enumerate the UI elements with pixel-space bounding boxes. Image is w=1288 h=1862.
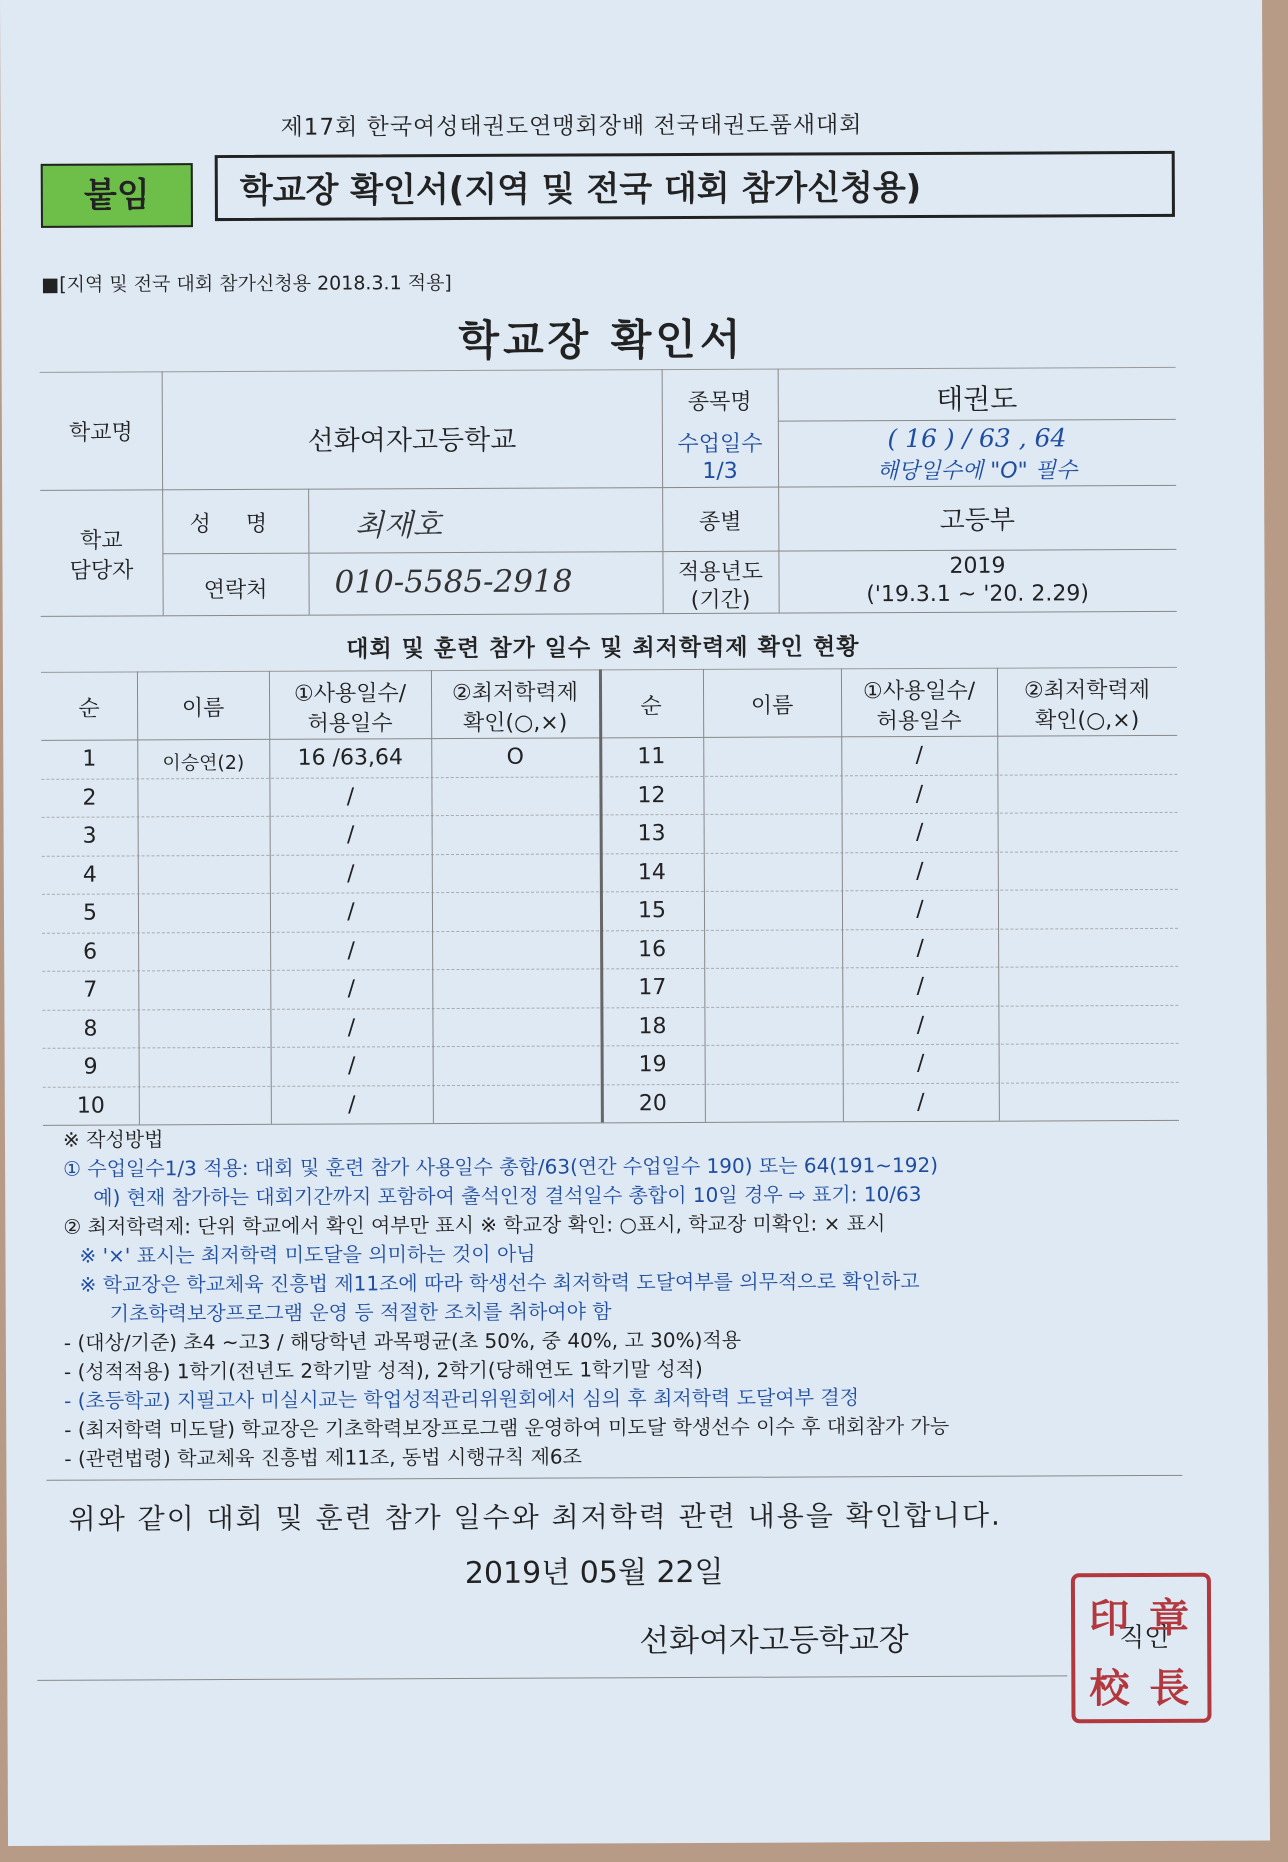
note-line: ※ 학교장은 학교체육 진흥법 제11조에 따라 학생선수 최저학력 도달여부를 의무적으로 확인하고 [79,1269,920,1297]
row-days: / [916,973,925,1000]
division-value: 고등부 [939,505,1016,536]
header-days-allowed: 허용일수 [307,711,393,737]
sport-label: 종목명 [687,389,752,416]
row-min-check [998,896,1178,897]
row-no: 18 [638,1013,667,1039]
row-no: 6 [83,939,98,965]
note-line: - (최저학력 미도달) 학교장은 기초학력보장프로그램 운영하여 미도달 학생선수 이수 후 대회참가 가능 [64,1413,950,1442]
row-min-check [998,1011,1178,1012]
row-name [704,861,842,862]
header-min-academic: ②최저학력제 [451,680,579,707]
row-min-check [432,937,600,938]
manager-label: 학교 [80,528,123,554]
row-no: 15 [637,898,667,924]
note-line: - (관련법령) 학교체육 진흥법 제11조, 동법 시행규칙 제6조 [64,1444,582,1471]
year-value: 2019 [949,553,1006,579]
row-days: / [346,822,355,848]
class-days-note: 해당일수에 "O" 필수 [876,458,1078,485]
attachment-badge: 붙임 [41,163,193,228]
row-name [705,1092,843,1093]
row-min-check [997,780,1177,781]
note-line: 기초학력보장프로그램 운영 등 적절한 조치를 취하여야 함 [109,1299,612,1326]
note-line: ① 수업일수1/3 적용: 대회 및 훈련 참가 사용일수 총합/63(연간 수업일수 190) 또는 64(191~192) [63,1152,939,1181]
main-title: 학교장 확인서 [458,314,745,366]
row-no: 11 [637,744,666,770]
header-days: ①사용일수/ [862,678,976,705]
note-line: - (대상/기준) 초4 ~고3 / 해당학년 과목평균(초 50%, 중 40%, 고 30%)적용 [63,1327,742,1355]
row-no: 7 [83,977,98,1003]
row-days: / [346,783,355,809]
row-min-check [997,742,1177,743]
class-days-value: ( 16 ) / 63 , 64 [887,423,1067,454]
row-days: / [347,1014,356,1040]
header-no: 순 [640,694,662,720]
row-no: 16 [638,936,667,962]
row-name [703,745,841,746]
class-days-label: 수업일수 [677,431,763,458]
row-name [704,938,842,939]
row-min-check [433,1091,601,1092]
principal-name: 선화여자고등학교장 [639,1622,909,1660]
row-days: / [917,1089,925,1115]
row-days: / [915,819,924,846]
header-days-allowed: 허용일수 [876,708,962,735]
row-no: 17 [638,975,667,1001]
row-min-check [433,1052,601,1053]
note-line: ※ 작성방법 [62,1127,164,1152]
row-name [704,899,842,900]
row-days: / [347,1053,356,1079]
row-days: / [347,860,355,886]
header-min-academic: ②최저학력제 [1023,677,1151,704]
name-value: 최재호 [354,508,442,544]
row-min-check [432,1014,600,1015]
form-title: 학교장 확인서(지역 및 전국 대회 참가신청용) [215,151,1175,221]
row-days: 16 /63,64 [297,745,404,771]
row-name [704,822,842,823]
class-days-fraction: 1/3 [702,458,738,484]
row-min-check [432,975,600,976]
row-min-check [432,821,600,822]
row-days: / [347,937,355,963]
row-min-check [431,783,599,784]
sport-value: 태권도 [936,382,1018,416]
year-label: 적용년도 [677,559,764,586]
row-no: 2 [82,785,97,811]
row-no: 13 [637,821,666,847]
note-line: ② 최저학력제: 단위 학교에서 확인 여부만 표시 ※ 학교장 확인: ○표시, 학교장 미확인: × 표시 [63,1211,886,1239]
row-no: 1 [82,746,97,772]
row-name [704,1015,842,1016]
row-name [138,940,270,941]
row-no: 3 [82,823,97,849]
row-min-check [998,973,1178,974]
row-min-check [998,857,1178,858]
issue-date: 2019년 05월 22일 [464,1554,724,1591]
instructions [63,1121,1195,1474]
row-no: 9 [83,1054,98,1080]
row-min-check [432,860,600,861]
row-name [138,825,270,826]
year-label-2: (기간) [690,587,751,613]
row-min-check: O [506,744,525,770]
row-min-check [432,898,600,899]
row-no: 4 [82,862,97,888]
row-no: 19 [638,1052,667,1078]
row-days: / [916,858,924,884]
note-line: - (성적적용) 1학기(전년도 2학기말 성적), 2학기(당해연도 1학기말 성적) [63,1356,703,1384]
division-label: 종별 [698,509,742,535]
row-days: / [347,899,355,925]
header-days: ①사용일수/ [293,681,407,707]
row-min-check [999,1088,1179,1089]
header-min-confirm: 확인(○,×) [462,710,568,736]
note-line: ※ '×' 표시는 최저학력 미도달을 의미하는 것이 아님 [79,1241,536,1268]
row-min-check [998,819,1178,820]
row-name [138,902,270,903]
row-no: 10 [76,1093,105,1119]
row-days: / [916,896,924,923]
contact-value: 010-5585-2918 [334,563,573,601]
row-no: 12 [637,782,666,808]
row-no: 14 [637,859,666,885]
header-min-confirm: 확인(○,×) [1034,708,1140,734]
row-name [704,976,842,977]
row-min-check [998,934,1178,935]
row-name [705,1053,843,1054]
row-name [139,1094,271,1095]
row-name: 이승연(2) [162,751,245,775]
seal-mark: 직인 [1119,1622,1170,1654]
header-name: 이름 [181,696,225,722]
row-days: / [916,1012,925,1038]
row-name [138,863,270,864]
section-title: 대회 및 훈련 참가 일수 및 최저학력제 확인 현황 [346,634,860,663]
form-note: ■[지역 및 전국 대회 참가신청용 2018.3.1 적용] [41,272,452,296]
row-no: 8 [83,1016,98,1042]
school-seal: 印 章 校 長 [1071,1573,1212,1724]
header-no: 순 [78,696,100,722]
row-days: / [348,1091,356,1117]
manager-label-2: 담당자 [69,558,134,584]
row-name [138,1017,270,1018]
note-line: 예) 현재 참가하는 대회기간까지 포함하여 출석인정 결석일수 총합이 10일 경우 ⇨ 표기: 10/63 [93,1181,922,1210]
school-name-label: 학교명 [68,420,133,446]
row-days: / [915,781,924,807]
row-no: 20 [638,1090,667,1116]
row-days: / [916,1050,925,1077]
row-name [703,784,841,785]
row-days: / [916,935,924,961]
row-no: 5 [82,900,98,926]
contact-label: 연락처 [203,577,268,604]
row-name [139,1056,271,1057]
row-min-check [999,1050,1179,1051]
confirmation-text: 위와 같이 대회 및 훈련 참가 일수와 최저학력 관련 내용을 확인합니다. [68,1498,1002,1536]
row-name [137,786,269,787]
note-line: - (초등학교) 지필고사 미실시교는 학업성적관리위원회에서 심의 후 최저학력 도달여부 결정 [64,1385,860,1413]
row-name [138,979,270,980]
school-name-value: 선화여자고등학교 [307,424,517,457]
year-period: ('19.3.1 ~ '20. 2.29) [866,581,1089,608]
header-name: 이름 [750,693,794,719]
row-days: / [915,742,924,769]
event-title: 제17회 한국여성태권도연맹회장배 전국태권도품새대회 [280,112,863,141]
name-label: 성 명 [189,511,282,538]
row-days: / [347,976,356,1002]
